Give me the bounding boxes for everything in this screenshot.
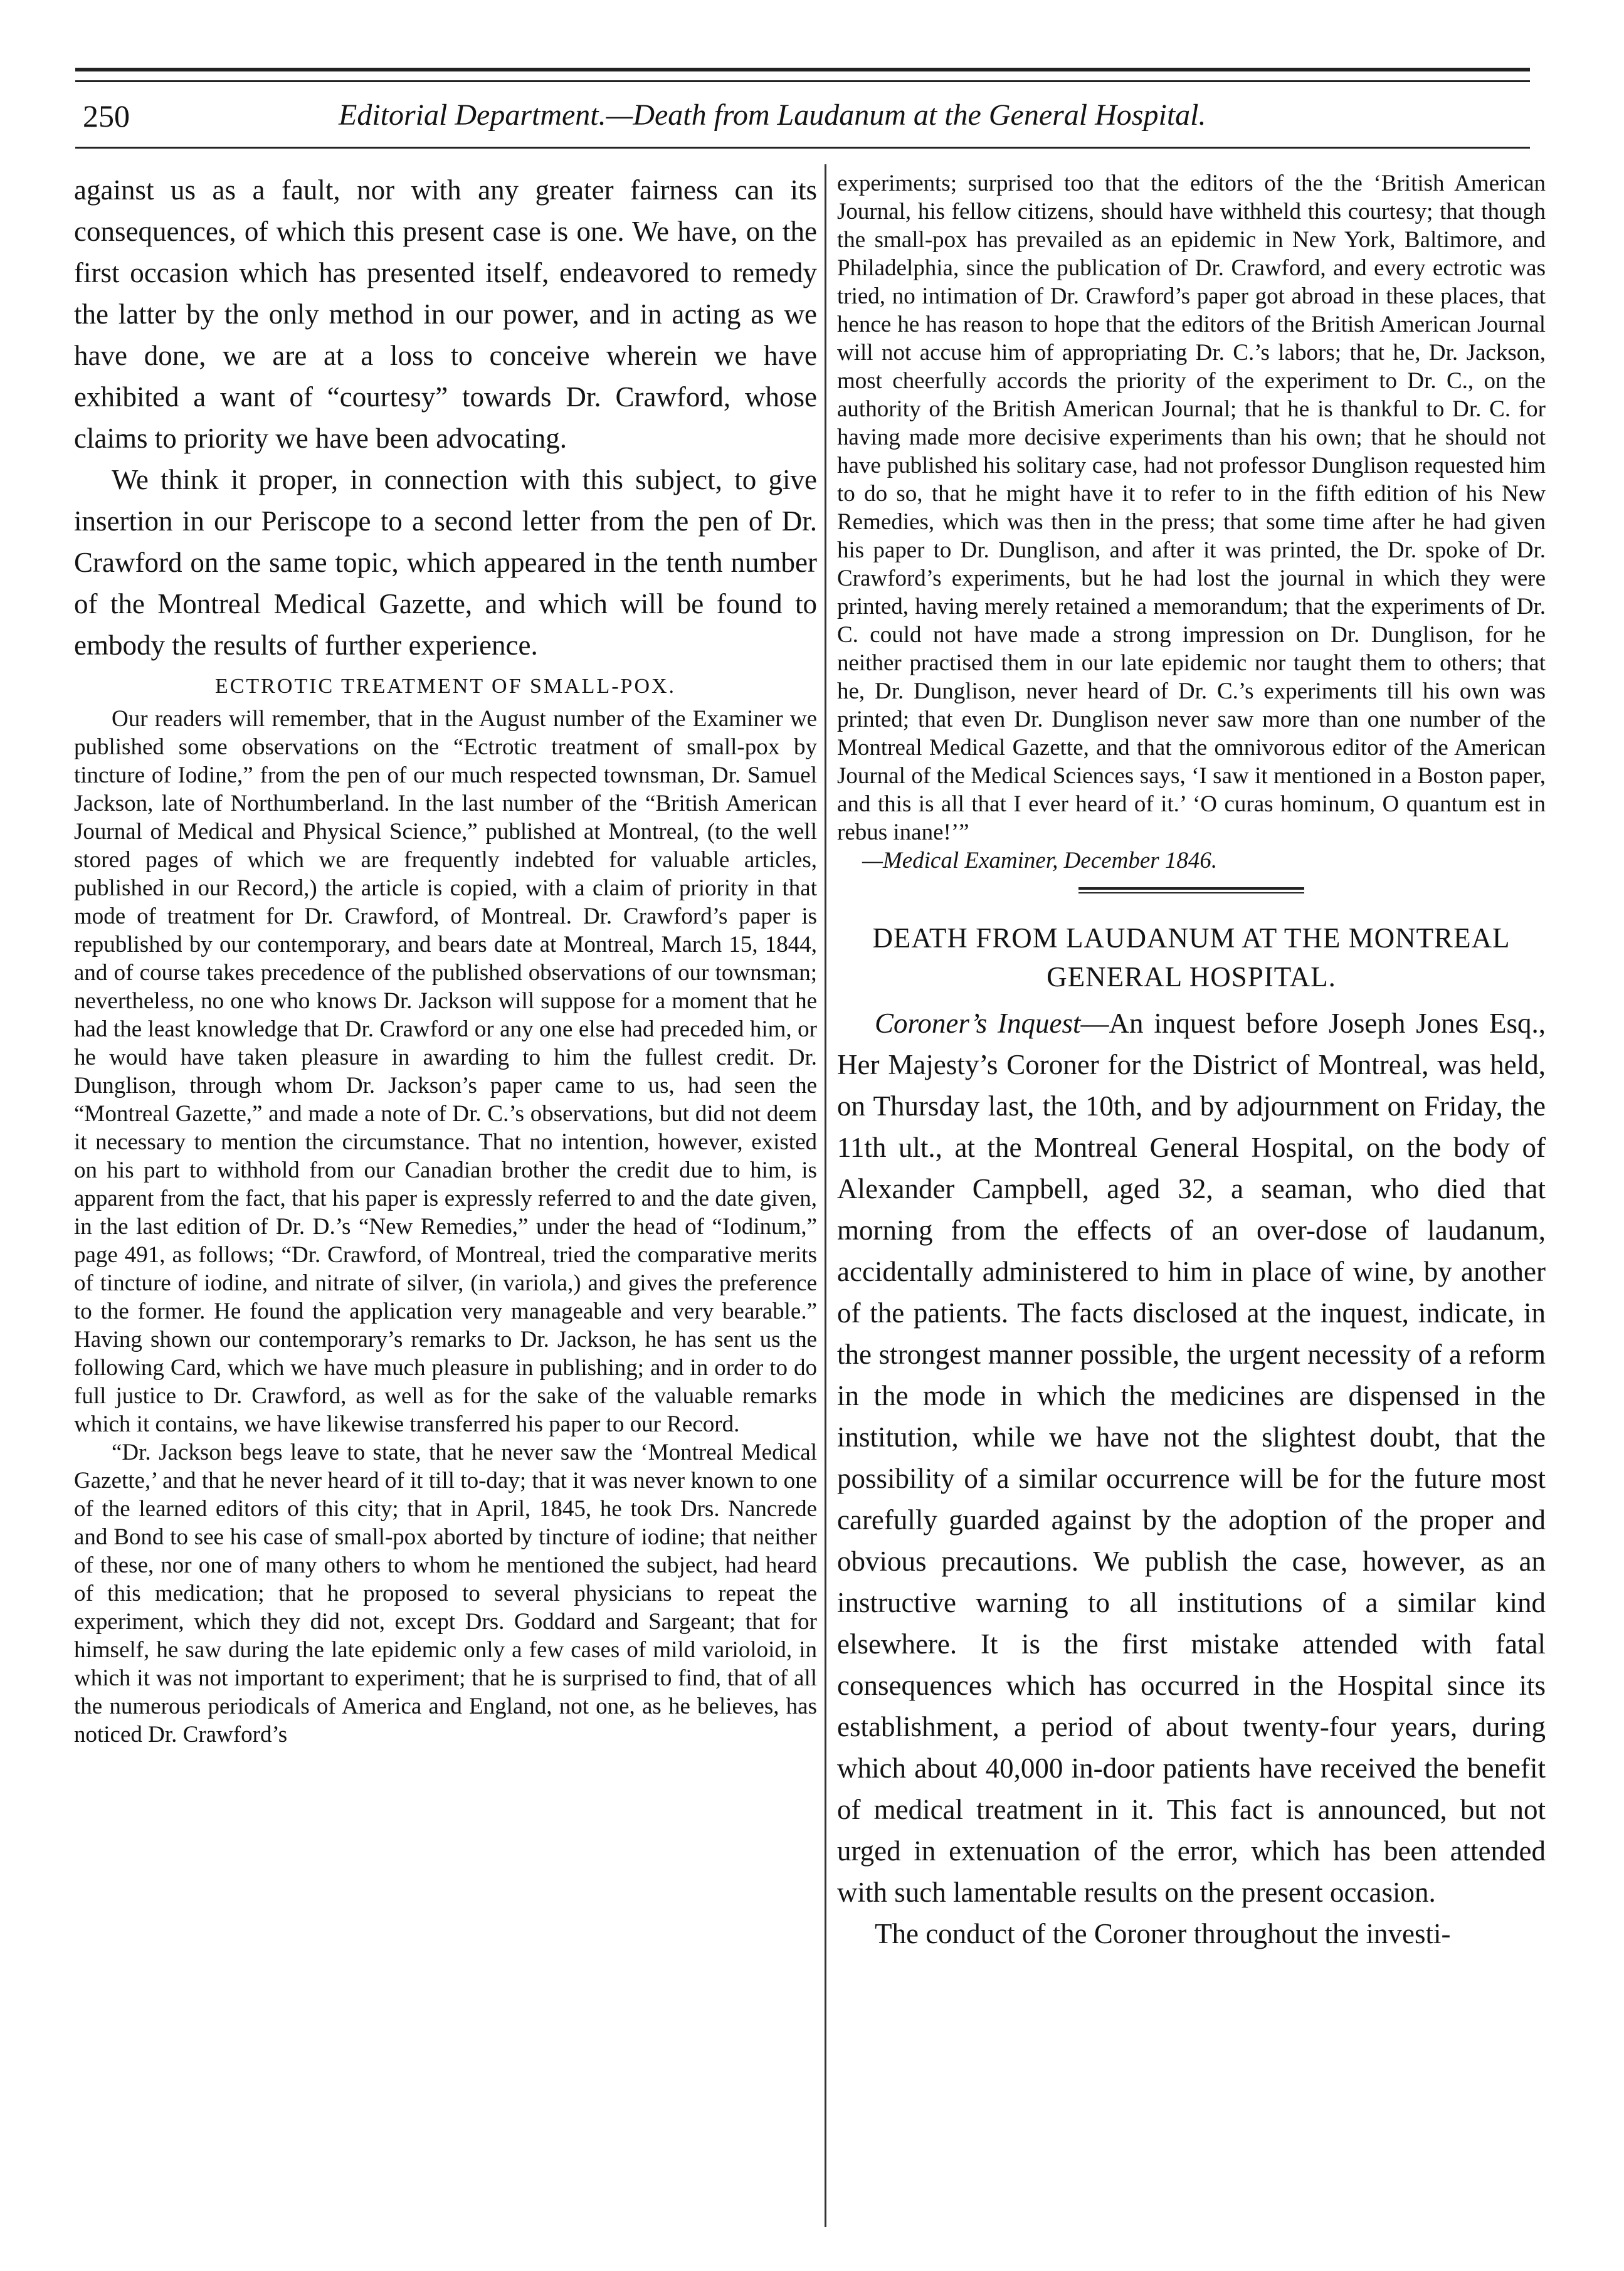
separator-rule	[1078, 887, 1304, 893]
top-rule	[75, 68, 1530, 82]
page-number: 250	[83, 98, 130, 134]
left-paragraph-1: against us as a fault, nor with any greater fairness can its consequences, of which this present case is one. We have, on the first occasion which has presented itself, endeavored to remedy the latter by the only method in our power, and in acting as we have done, we are at a loss to conceive wherein we have exhibited a want of “courtesy” towards Dr. Crawford, whose claims to priority we have been advocating.	[74, 174, 817, 454]
section-heading: ECTROTIC TREATMENT OF SMALL-POX.	[214, 675, 677, 698]
page-header	[75, 95, 1530, 152]
article-title: DEATH FROM LAUDANUM AT THE MONTREAL GENERAL HOSPITAL.	[872, 922, 1511, 993]
inquest-lead: Coroner’s Inquest	[875, 1008, 1081, 1039]
right-paragraph-1: experiments; surprised too that the editors of the the ‘British American Journal, his fellow citizens, should have withheld this courtesy; that though the small-pox has prevailed as an epidemic in New York, Baltimore, and Philadelphia, since the publication of Dr. Crawford, and every ectrotic was tried, no intimation of Dr. Crawford’s paper got abroad in these places, that hence he has reason to hope that the editors of the British American Journal will not accuse him of appropriating Dr. C.’s labors; that he, Dr. Jackson, most cheerfully accords the priority of the experiment to Dr. C., on the authority of the British American Journal; that he is thankful to Dr. C. for having made more decisive experiments than his own; that he should not have published his solitary case, had not professor Dunglison requested him to do so, that he might have it to refer to in the fifth edition of his New Remedies, which was then in the press; that some time after he had given his paper to Dr. Dunglison, and after it was printed, the Dr. spoke of Dr. Crawford’s experiments, but he had lost the journal in which they were printed, having merely retained a memorandum; that the experiments of Dr. C. could not have made a strong impression on Dr. Dunglison, for he neither practised them in our late epidemic nor taught them to others; that he, Dr. Dunglison, never heard of Dr. C.’s experiments till his own was printed; that even Dr. Dunglison never saw more than one number of the Montreal Medical Gazette, and that the omnivorous editor of the American Journal of the Medical Sciences says, ‘I saw it mentioned in a Boston paper, and this is all that I ever heard of it.’ ‘O curas hominum, O quantum est in rebus inane!’”	[837, 171, 1546, 845]
right-paragraph-2	[837, 1003, 1546, 1913]
source-citation: —Medical Examiner, December 1846.	[862, 848, 1218, 873]
left-paragraph-4: “Dr. Jackson begs leave to state, that he never saw the ‘Montreal Medical Gazette,’ and that he never heard of it till to-day; that it was never known to one of the learned editors of this city; that in April, 1845, he took Drs. Nancrede and Bond to see his case of small-pox aborted by tincture of iodine; that neither of these, nor one of many others to whom he mentioned the subject, had heard of this medication; that he proposed to several physicians to repeat the experiment, which they did not, except Drs. Goddard and Sargeant; that for himself, he saw during the late epidemic only a few cases of mild varioloid, in which it was not important to experiment; that he is surprised to find, that of all the numerous periodicals of America and England, not one, as he believes, has noticed Dr. Crawford’s	[74, 1440, 817, 1747]
left-column	[74, 169, 817, 2238]
right-column	[837, 169, 1546, 2238]
header-rule	[75, 147, 1530, 149]
left-paragraph-2: We think it proper, in connection with this subject, to give insertion in our Periscope to a second letter from the pen of Dr. Crawford on the same topic, which appeared in the tenth number of the Montreal Medical Gazette, and which will be found to embody the results of further experience.	[74, 464, 817, 661]
left-paragraph-3: Our readers will remember, that in the August number of the Examiner we published some observations on the “Ectrotic treatment of small-pox by tincture of Iodine,” from the pen of our much respected townsman, Dr. Samuel Jackson, late of Northumberland. In the last number of the “British American Journal of Medical and Physical Science,” published at Montreal, (to the well stored pages of which we are frequently indebted for valuable articles, published in our Record,) the article is copied, with a claim of priority in that mode of treatment for Dr. Crawford, of Montreal. Dr. Crawford’s paper is republished by our contemporary, and bears date at Montreal, March 15, 1844, and of course takes precedence of the published observations of our townsman; nevertheless, no one who knows Dr. Jackson will suppose for a moment that he had the least knowledge that Dr. Crawford or any one else had preceded him, or he would have taken pleasure in awarding to him the fullest credit. Dr. Dunglison, through whom Dr. Jackson’s paper came to us, had seen the “Montreal Gazette,” and made a note of Dr. C.’s observations, but did not deem it necessary to mention the circumstance. That no intention, however, existed on his part to withhold from our Canadian brother the credit due to him, is apparent from the fact, that his paper is expressly referred to and the date given, in the last edition of Dr. D.’s “New Remedies,” under the head of “Iodinum,” page 491, as follows; “Dr. Crawford, of Montreal, tried the comparative merits of tincture of iodine, and nitrate of silver, (in variola,) and gives the preference to the former. He found the application very manageable and very bearable.” Having shown our contemporary’s remarks to Dr. Jackson, he has sent us the following Card, which we have much pleasure in publishing; and in order to do full justice to Dr. Crawford, as well as for the sake of the valuable remarks which it contains, we have likewise transferred his paper to our Record.	[74, 706, 817, 1437]
running-head: Editorial Department.—Death from Laudanum at the General Hospital.	[339, 98, 1206, 132]
column-divider	[825, 164, 826, 2227]
right-paragraph-3: The conduct of the Coroner throughout the investi-	[875, 1918, 1451, 1949]
inquest-text: —An inquest before Joseph Jones Esq., Her Majesty’s Coroner for the District of Montreal, was held, on Thursday last, the 10th, and by adjournment on Friday, the 11th ult., at the Montreal General Hospital, on the body of Alexander Campbell, aged 32, a seaman, who died that morning from the effects of an over-dose of laudanum, accidentally administered to him in place of wine, by another of the patients. The facts disclosed at the inquest, indicate, in the strongest manner possible, the urgent necessity of a reform in the mode in which the medicines are dispensed in the institution, while we have not the slightest doubt, that the possibility of a similar occurrence will be for the future most carefully guarded against by the adoption of the proper and obvious precautions. We publish the case, however, as an instructive warning to all institutions of a similar kind elsewhere. It is the first mistake attended with fatal consequences which has occurred in the Hospital since its establishment, a period of about twenty-four years, during which about 40,000 in-door patients have received the benefit of medical treatment in it. This fact is announced, but not urged in extenuation of the error, which has been attended with such lamentable results on the present occasion.	[837, 1008, 1546, 1908]
